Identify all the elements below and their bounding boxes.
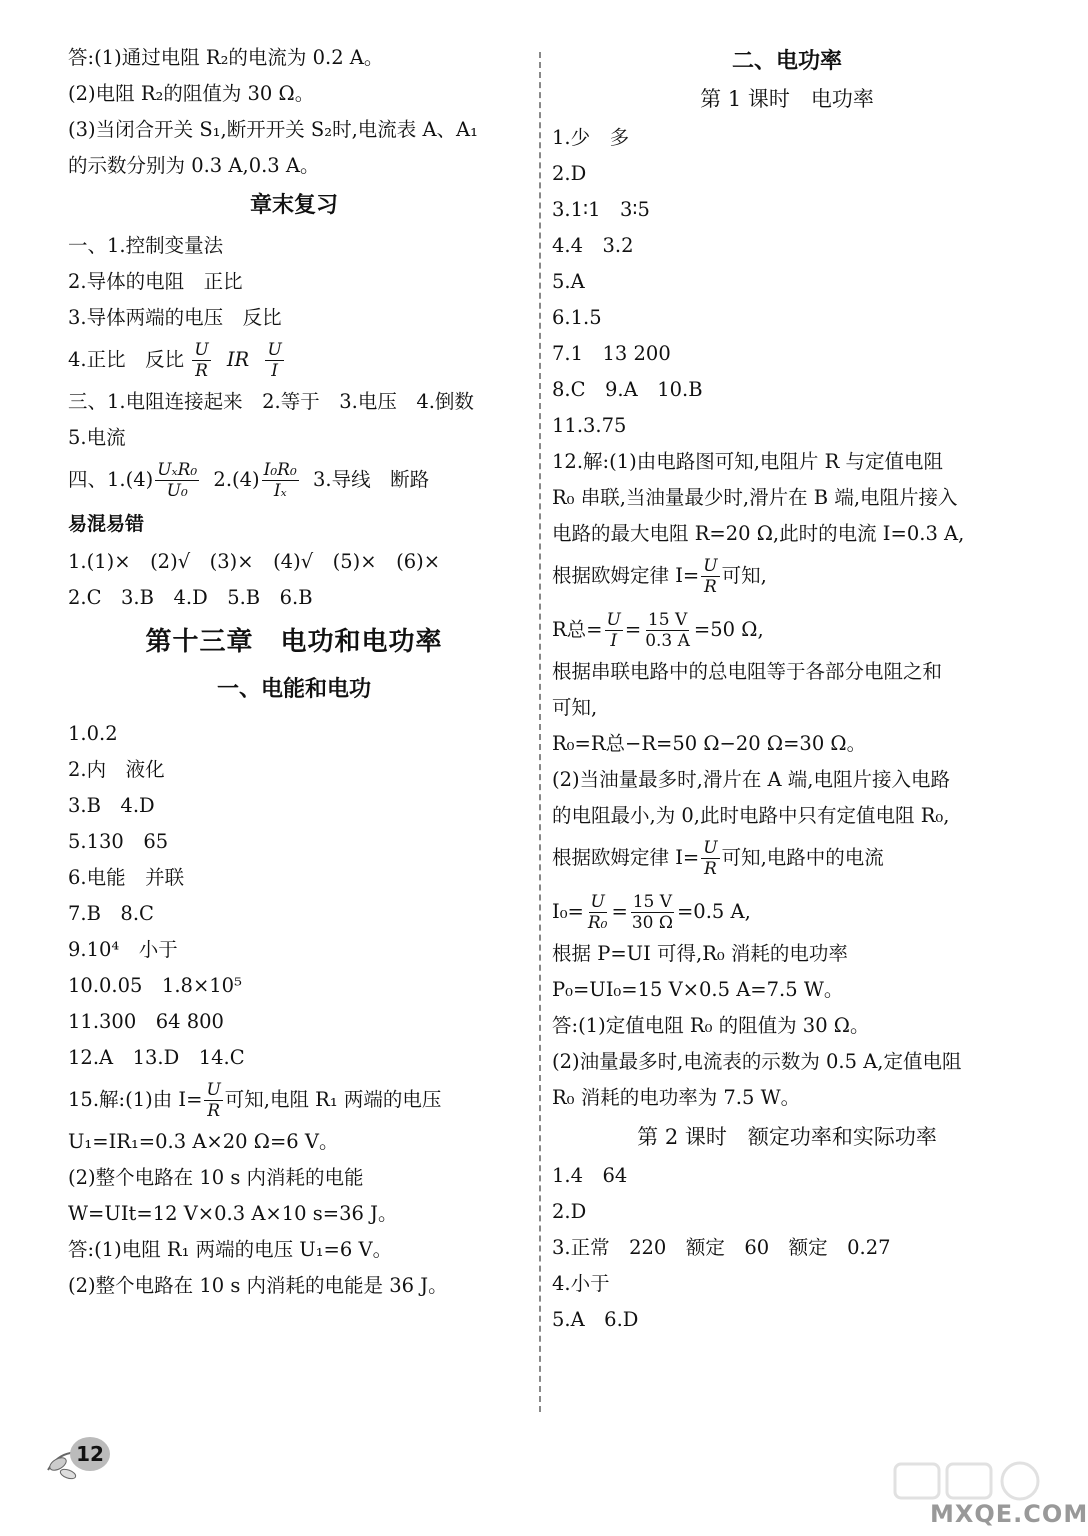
denominator: I [610,631,618,651]
fraction [265,340,283,381]
answer-line: 1.4 64 [552,1164,628,1187]
answer-line: 5.A 6.D [552,1308,639,1331]
fraction [605,610,623,651]
denominator: Iₓ [273,481,287,501]
answer-line: P₀=UI₀=15 V×0.5 A=7.5 W。 [552,978,844,1001]
denominator: 30 Ω [631,913,673,933]
answer-line [68,1076,520,1124]
answer-line: 11.3.75 [552,414,627,437]
numerator: U [703,556,718,576]
answer-text: 四、1.(4) [68,468,154,491]
fraction [262,460,299,501]
answer-line: 3.B 4.D [68,794,155,817]
answer-line: (2)电阻 R₂的阻值为 30 Ω。 [68,82,315,105]
answer-line: 答:(1)通过电阻 R₂的电流为 0.2 A。 [68,46,384,69]
numerator: I₀R₀ [263,460,297,480]
answer-line: 1.0.2 [68,722,118,745]
answer-line: R₀ 串联,当油量最少时,滑片在 B 端,电阻片接入 [552,486,958,509]
answer-line: (2)油量最多时,电流表的示数为 0.5 A,定值电阻 [552,1050,962,1073]
lesson-heading: 第 2 课时 额定功率和实际功率 [637,1125,937,1149]
left-column [68,40,520,1304]
answer-line: 一、1.控制变量法 [68,234,224,257]
fraction [630,892,675,933]
answer-line: R₀=R总−R=50 Ω−20 Ω=30 Ω。 [552,732,867,755]
denominator: U₀ [166,481,188,501]
answer-line: 7.1 13 200 [552,342,671,365]
answer-line: 7.B 8.C [68,902,154,925]
answer-line: 3.1∶1 3∶5 [552,198,650,221]
answer-line [552,552,1022,600]
numerator: U [590,892,605,912]
answer-line: 5.电流 [68,426,126,449]
answer-line: 12.A 13.D 14.C [68,1046,245,1069]
answer-line: 6.1.5 [552,306,602,329]
answer-line: 可知, [552,696,598,719]
fraction [643,610,692,651]
answer-line: 3.正常 220 额定 60 额定 0.27 [552,1236,891,1259]
answer-text: 可知, [721,564,767,587]
review-heading: 章末复习 [249,193,338,218]
numerator: U [606,610,621,630]
fraction [701,556,719,597]
answer-line [552,888,1022,936]
numerator: U [194,340,209,360]
answer-line: 4.4 3.2 [552,234,634,257]
fraction [701,838,719,879]
answer-line: 5.A [552,270,585,293]
answer-text: R总= [552,618,603,641]
equals-sign: = [611,900,628,923]
denominator: 0.3 A [645,631,690,651]
answer-text: 可知,电路中的电流 [721,846,884,869]
watermark-text: MXQE.COM [930,1500,1088,1528]
answer-text: =50 Ω, [693,618,764,641]
answer-text: IR [226,348,250,371]
answer-text: 可知,电阻 R₁ 两端的电压 [224,1088,442,1111]
numerator: 15 V [647,610,688,630]
answer-text: =0.5 A, [676,900,751,923]
chapter-title: 第十三章 电功和电功率 [145,627,443,657]
section-heading: 一、电能和电功 [216,677,371,702]
answer-line: 9.10⁴ 小于 [68,938,178,961]
denominator: R [207,1101,221,1121]
answer-line: U₁=IR₁=0.3 A×20 Ω=6 V。 [68,1130,339,1153]
answer-line: 的电阻最小,为 0,此时电路中只有定值电阻 R₀, [552,804,950,827]
answer-line: 3.导体两端的电压 反比 [68,306,282,329]
column-divider [539,52,541,1412]
fraction [586,892,610,933]
answer-line [552,606,1022,654]
numerator: UₓR₀ [157,460,198,480]
answer-line: R₀ 消耗的电功率为 7.5 W。 [552,1086,801,1109]
answer-line: 2.内 液化 [68,758,165,781]
answer-line: 的示数分别为 0.3 A,0.3 A。 [68,154,320,177]
page-number: 12 [70,1437,110,1471]
answer-line: (2)整个电路在 10 s 内消耗的电能是 36 J。 [68,1274,448,1297]
answer-line [552,834,1022,882]
fraction [155,460,199,501]
answer-text: 根据欧姆定律 I= [552,564,700,587]
denominator: R [704,577,717,597]
fraction [192,340,210,381]
answer-line: 1.(1)× (2)√ (3)× (4)√ (5)× (6)× [68,550,441,573]
answer-line: W=UIt=12 V×0.3 A×10 s=36 J。 [68,1202,398,1225]
answer-line [68,456,520,504]
answer-line: 11.300 64 800 [68,1010,224,1033]
answer-line: 答:(1)电阻 R₁ 两端的电压 U₁=6 V。 [68,1238,393,1261]
lesson-heading: 第 1 课时 电功率 [700,87,874,111]
answer-line: 三、1.电阻连接起来 2.等于 3.电压 4.倒数 [68,390,474,413]
answer-line: 根据 P=UI 可得,R₀ 消耗的电功率 [552,942,848,965]
right-column [552,40,1022,1338]
answer-line: 4.小于 [552,1272,610,1295]
answer-line: 6.电能 并联 [68,866,185,889]
subsection-heading: 易混易错 [68,513,145,535]
answer-line: (2)当油量最多时,滑片在 A 端,电阻片接入电路 [552,768,950,791]
numerator: U [703,838,718,858]
answer-line: 10.0.05 1.8×10⁵ [68,974,242,997]
answer-text: I₀= [552,900,584,923]
answer-text: 2.(4) [213,468,260,491]
section-heading: 二、电功率 [731,49,842,74]
answer-line: (3)当闭合开关 S₁,断开开关 S₂时,电流表 A、A₁ [68,118,478,141]
answer-line: 根据串联电路中的总电阻等于各部分电阻之和 [552,660,943,683]
answer-line: (2)整个电路在 10 s 内消耗的电能 [68,1166,364,1189]
answer-text: 4.正比 反比 [68,348,185,371]
denominator: I [271,361,278,381]
answer-line: 2.导体的电阻 正比 [68,270,243,293]
denominator: R₀ [587,913,608,933]
numerator: 15 V [632,892,673,912]
answer-line: 2.D [552,162,587,185]
fraction [204,1080,222,1121]
denominator: R [704,859,717,879]
answer-line: 2.D [552,1200,587,1223]
equals-sign: = [624,618,642,641]
numerator: U [267,340,282,360]
answer-line: 5.130 65 [68,830,169,853]
answer-line: 8.C 9.A 10.B [552,378,703,401]
answer-line: 1.少 多 [552,126,630,149]
answer-text: 15.解:(1)由 I= [68,1088,203,1111]
answer-text: 3.导线 断路 [313,468,430,491]
numerator: U [206,1080,221,1100]
answer-line: 12.解:(1)由电路图可知,电阻片 R 与定值电阻 [552,450,943,473]
denominator: R [195,361,208,381]
answer-line [68,336,520,384]
answer-line: 答:(1)定值电阻 R₀ 的阻值为 30 Ω。 [552,1014,870,1037]
answer-line: 电路的最大电阻 R=20 Ω,此时的电流 I=0.3 A, [552,522,965,545]
answer-line: 2.C 3.B 4.D 5.B 6.B [68,586,313,609]
answer-text: 根据欧姆定律 I= [552,846,700,869]
